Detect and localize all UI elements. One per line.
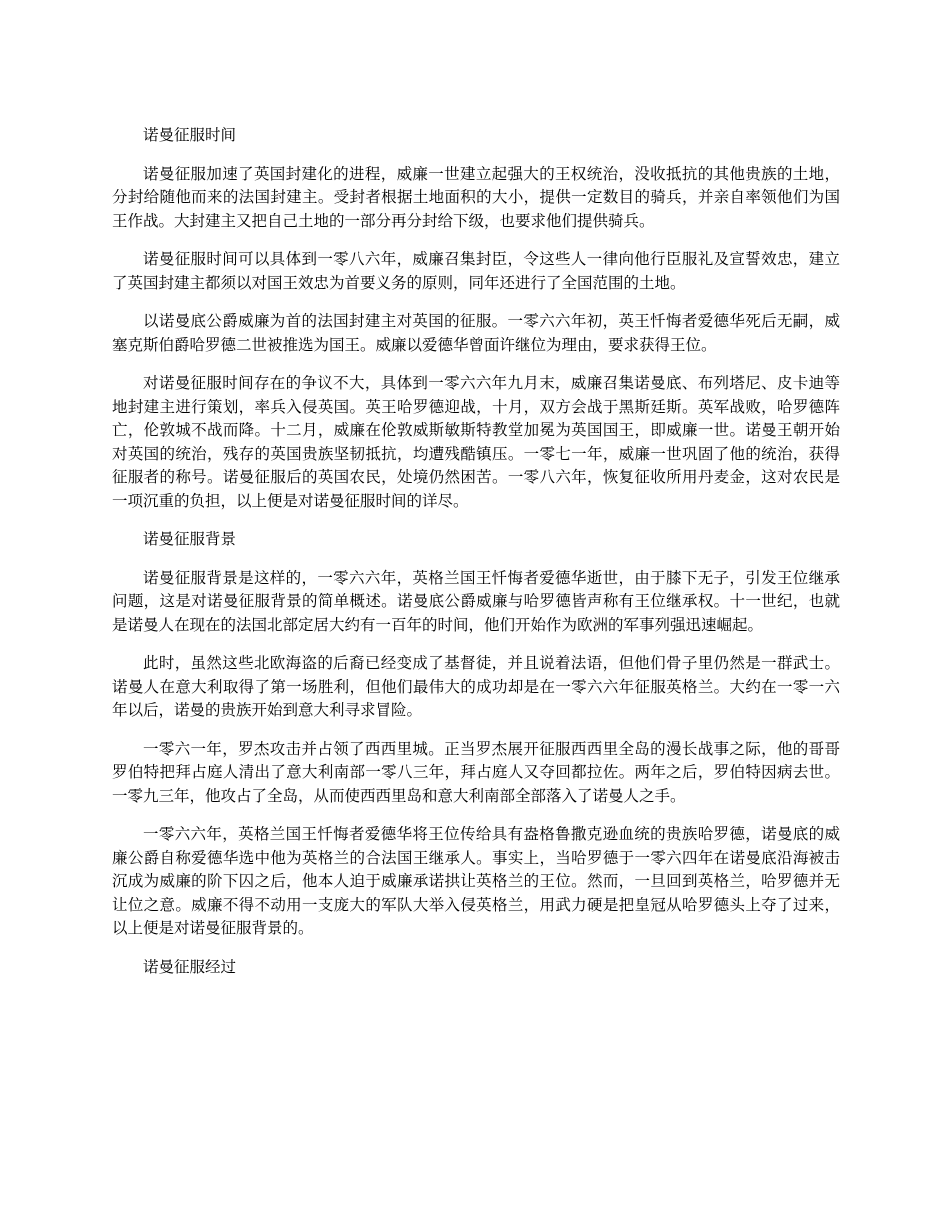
paragraph: 此时，虽然这些北欧海盗的后裔已经变成了基督徒，并且说着法语，但他们骨子里仍然是一群武士。诺曼人在意大利取得了第一场胜利，但他们最伟大的成功却是在一零六六年征服英格兰。大约在一零一六年以后，诺曼的贵族开始到意大利寻求冒险。: [112, 654, 840, 719]
paragraph: 诺曼征服时间可以具体到一零八六年，威廉召集封臣，令这些人一律向他行臣服礼及宣誓效忠，建立了英国封建主都须以对国王效忠为首要义务的原则，同年还进行了全国范围的土地。: [112, 250, 840, 292]
paragraph: 一零六六年，英格兰国王忏悔者爱德华将王位传给具有盎格鲁撒克逊血统的贵族哈罗德，诺曼底的威廉公爵自称爱德华选中他为英格兰的合法国王继承人。事实上，当哈罗德于一零六四年在诺曼底沿海被击沉成为威廉的阶下囚之后，他本人迫于威廉承诺拱让英格兰的王位。然而，一旦回到英格兰，哈罗德并无让位之意。威廉不得不动用一支庞大的军队大举入侵英格兰，用武力硬是把皇冠从哈罗德头上夺了过来，以上便是对诺曼征服背景的。: [112, 825, 840, 937]
section-heading-background: 诺曼征服背景: [143, 530, 237, 548]
document-page: [112, 124, 840, 994]
section-heading-time: 诺曼征服时间: [143, 126, 237, 144]
paragraph: 诺曼征服背景是这样的，一零六六年，英格兰国王忏悔者爱德华逝世，由于膝下无子，引发王位继承问题，这是对诺曼征服背景的简单概述。诺曼底公爵威廉与哈罗德皆声称有王位继承权。十一世纪，也就是诺曼人在现在的法国北部定居大约有一百年的时间，他们开始作为欧洲的军事列强迅速崛起。: [112, 568, 840, 634]
section-heading-course: 诺曼征服经过: [143, 957, 237, 976]
paragraph: 对诺曼征服时间存在的争议不大，具体到一零六六年九月末，威廉召集诺曼底、布列塔尼、皮卡迪等地封建主进行策划，率兵入侵英国。英王哈罗德迎战，十月，双方会战于黑斯廷斯。英军战败，哈罗德阵亡，伦敦城不战而降。十二月，威廉在伦敦威斯敏斯特教堂加冕为英国国王，即威廉一世。诺曼王朝开始对英国的统治，残存的英国贵族坚韧抵抗，均遭残酷镇压。一零七一年，威廉一世巩固了他的统治，获得征服者的称号。诺曼征服后的英国农民，处境仍然困苦。一零八六年，恢复征收所用丹麦金，这对农民是一项沉重的负担，以上便是对诺曼征服时间的详尽。: [112, 374, 840, 510]
paragraph: 诺曼征服加速了英国封建化的进程，威廉一世建立起强大的王权统治，没收抵抗的其他贵族的土地，分封给随他而来的法国封建主。受封者根据土地面积的大小，提供一定数目的骑兵，并亲自率领他们为国王作战。大封建主又把自己土地的一部分再分封给下级，也要求他们提供骑兵。: [112, 164, 840, 230]
paragraph: 一零六一年，罗杰攻击并占领了西西里城。正当罗杰展开征服西西里全岛的漫长战事之际，他的哥哥罗伯特把拜占庭人清出了意大利南部一零八三年，拜占庭人又夺回都拉佐。两年之后，罗伯特因病去世。一零九三年，他攻占了全岛，从而使西西里岛和意大利南部全部落入了诺曼人之手。: [112, 739, 840, 805]
paragraph: 以诺曼底公爵威廉为首的法国封建主对英国的征服。一零六六年初，英王忏悔者爱德华死后无嗣，威塞克斯伯爵哈罗德二世被推选为国王。威廉以爱德华曾面许继位为理由，要求获得王位。: [112, 312, 840, 354]
